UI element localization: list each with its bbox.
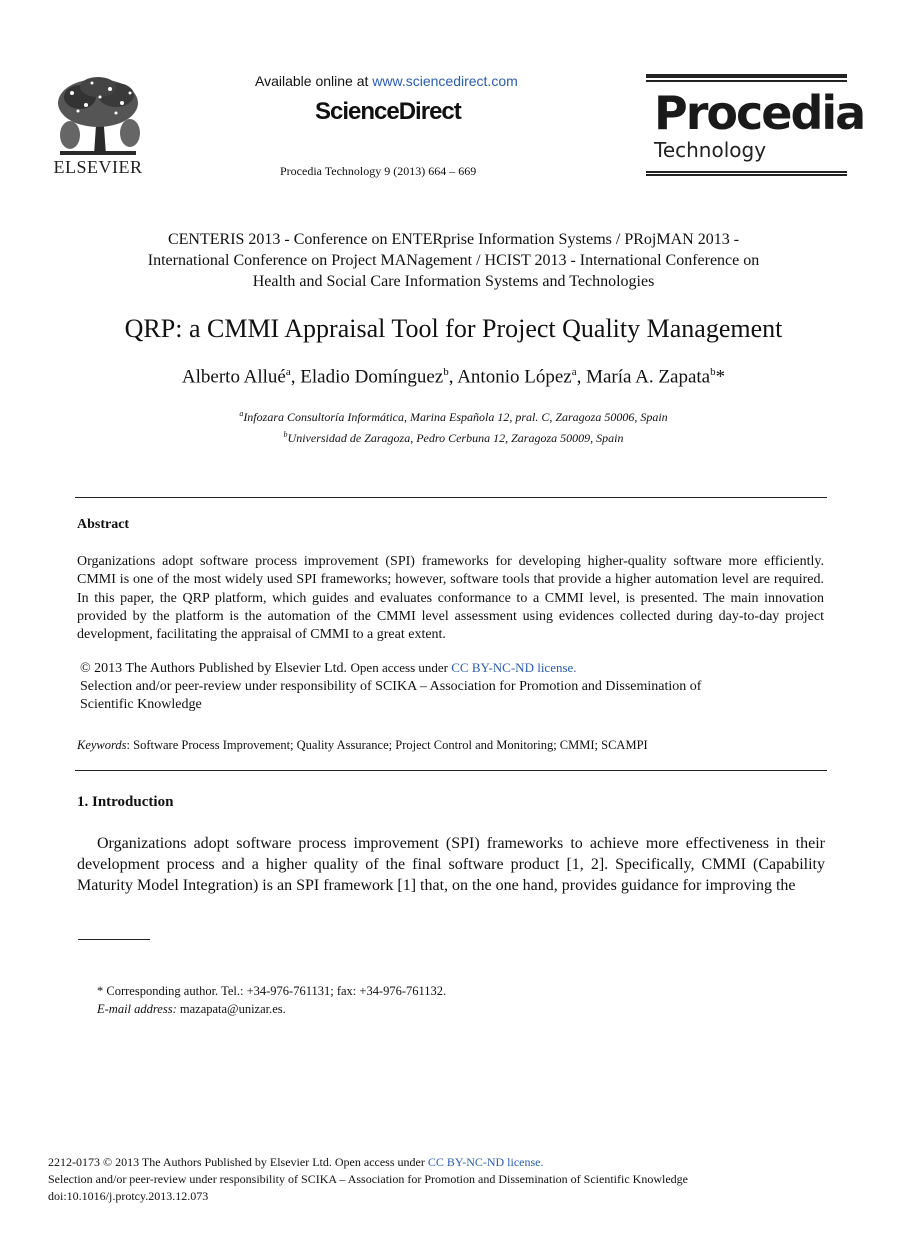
email-line <box>97 1000 446 1018</box>
abstract-body: Organizations adopt software process improvement (SPI) frameworks for developing higher-quality software more efficiently. CMMI is one of the most widely used SPI frameworks; however, software tools that provide a higher automation level are required. In this paper, the QRP platform, which guides and evaluates conformance to a CMMI level, is presented. The main innovation provided by the platform is the automation of the CMMI level assessment using evidences collected during day-to-day project development, facilitating the appraisal of CMMI to a great extent. <box>77 554 824 643</box>
footer-line <box>48 1154 868 1171</box>
divider <box>75 497 827 498</box>
procedia-logo <box>646 74 865 176</box>
publisher-name: ELSEVIER <box>53 157 143 177</box>
author-affil-mark: a <box>571 366 577 378</box>
logo-rule <box>646 171 847 173</box>
affiliations <box>40 405 867 447</box>
available-prefix: Available online at <box>255 73 373 89</box>
email-label: E-mail address: <box>97 1002 177 1016</box>
procedia-title: Procedia <box>654 86 865 140</box>
elsevier-tree-icon <box>50 75 146 157</box>
keywords-text: : Software Process Improvement; Quality Assurance; Project Control and Monitoring; CMMI; SCAMPI <box>126 738 648 752</box>
author-separator: , <box>576 366 587 388</box>
copyright-line: Scientific Knowledge <box>80 697 202 712</box>
journal-reference: Procedia Technology 9 (2013) 664 – 669 <box>280 164 477 178</box>
email-address[interactable]: mazapata@unizar.es. <box>176 1002 286 1016</box>
affiliation <box>40 426 867 447</box>
logo-rule <box>646 80 847 82</box>
license-link[interactable]: CC BY-NC-ND license. <box>451 660 577 675</box>
footer-line: Selection and/or peer-review under responsibility of SCIKA – Association for Promotion and Dissemination of Scientific Knowledge <box>48 1172 688 1186</box>
conference-line: Health and Social Care Information Systems and Technologies <box>252 273 655 290</box>
logo-rule <box>646 174 847 176</box>
affiliation <box>40 405 867 426</box>
footer-license-link[interactable]: CC BY-NC-ND license. <box>427 1155 544 1169</box>
keywords-label: Keywords <box>77 738 127 752</box>
copyright-line: Selection and/or peer-review under responsibility of SCIKA – Association for Promotion and Dissemination of <box>80 679 702 694</box>
copyright-text: © 2013 The Authors Published by Elsevier Ltd. <box>80 661 351 676</box>
logo-rule <box>646 74 847 78</box>
divider <box>75 770 827 771</box>
paper-title: QRP: a CMMI Appraisal Tool for Project Quality Management <box>124 314 783 343</box>
author-name: Eladio Domínguez <box>300 366 444 388</box>
procedia-subtitle: Technology <box>654 138 767 162</box>
footer-text: 2212-0173 © 2013 The Authors Published by Elsevier Ltd. Open access under <box>48 1155 428 1169</box>
author-separator: , <box>448 366 458 388</box>
copyright-line <box>80 659 800 678</box>
author-separator: * <box>715 366 726 388</box>
page-footer <box>48 1154 868 1205</box>
available-online <box>255 73 518 89</box>
footnotes <box>97 982 446 1018</box>
section-body: Organizations adopt software process improvement (SPI) frameworks to achieve more effectiveness in their development process and a higher quality of the final software product [1, 2]. Specifically, CMMI (Capability Maturity Model Integration) is an SPI framework [1] that, on the one hand, provides guidance for improving the <box>77 835 825 894</box>
open-access-text: Open access under <box>350 660 452 675</box>
conference-line: International Conference on Project MANagement / HCIST 2013 - International Conference on <box>147 252 760 269</box>
author-affil-mark: b <box>443 366 449 378</box>
sciencedirect-wordmark: ScienceDirect <box>315 98 461 125</box>
author-affil-mark: a <box>285 366 291 378</box>
author-separator: , <box>290 366 301 388</box>
affil-mark: b <box>283 430 288 439</box>
conference-info <box>90 229 817 292</box>
author-name: Alberto Allué <box>181 366 286 388</box>
doi[interactable]: doi:10.1016/j.protcy.2013.12.073 <box>48 1189 209 1203</box>
abstract-heading: Abstract <box>77 517 130 532</box>
affil-text: Universidad de Zaragoza, Pedro Cerbuna 12, Zaragoza 50009, Spain <box>287 431 624 445</box>
affil-mark: a <box>239 409 244 418</box>
author-name: Antonio López <box>457 366 572 388</box>
sciencedirect-link[interactable]: www.sciencedirect.com <box>372 73 518 89</box>
author-affil-mark: b <box>710 366 716 378</box>
corresponding-author: * Corresponding author. Tel.: +34-976-761131; fax: +34-976-761132. <box>97 984 447 998</box>
elsevier-logo <box>50 75 146 177</box>
author-list <box>40 366 867 388</box>
footnote-divider <box>78 939 150 940</box>
affil-text: Infozara Consultoría Informática, Marina Española 12, pral. C, Zaragoza 50006, Spain <box>243 410 668 424</box>
conference-line: CENTERIS 2013 - Conference on ENTERprise Information Systems / PRojMAN 2013 - <box>167 231 740 248</box>
author-name: María A. Zapata <box>586 366 711 388</box>
copyright-notice <box>80 659 800 714</box>
section-heading: 1. Introduction <box>77 794 174 810</box>
keywords <box>77 738 824 753</box>
